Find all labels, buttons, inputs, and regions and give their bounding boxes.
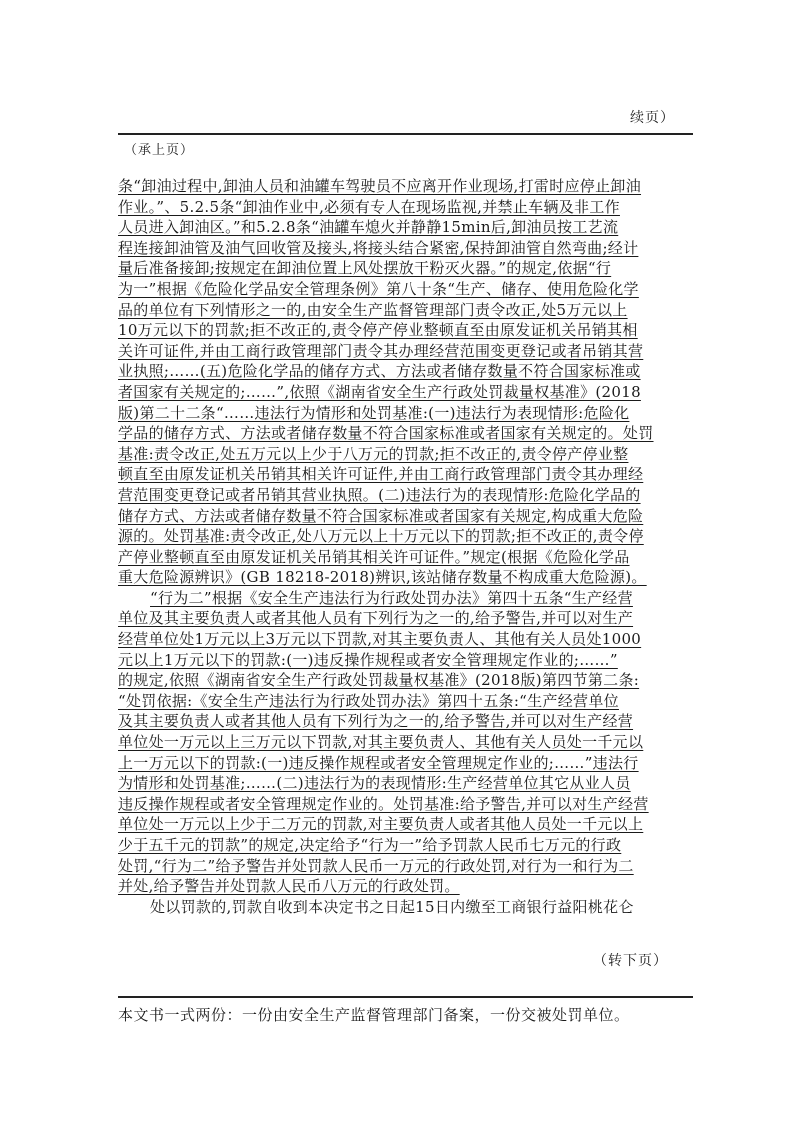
body-line: 学品的储存方式、方法或者储存数量不符合国家标准或者国家有关规定的。处罚 — [118, 424, 654, 443]
body-line: 源的。处罚基准:责令改正,处八万元以上十万元以下的罚款;拒不改正的,责令停 — [118, 527, 644, 546]
body-line: 元以上1万元以下的罚款:(一)违反操作规程或者安全管理规定作业的;……” — [118, 650, 618, 669]
body-line: 业执照;……(五)危险化学品的储存方式、方法或者储存数量不符合国家标准或 — [118, 362, 641, 381]
body-line: 作业。”、5.2.5条“卸油作业中,必须有专人在现场监视,并禁止车辆及非工作 — [118, 197, 620, 216]
body-line: 为情形和处罚基准;……(二)违法行为的表现情形:生产经营单位其它从业人员 — [118, 774, 631, 793]
body-line: “处罚依据:《安全生产违法行为行政处罚办法》第四十五条:“生产经营单位 — [118, 691, 619, 710]
body-line: 及其主要负责人或者其他人员有下列行为之一的,给予警告,并可以对生产经营 — [118, 712, 634, 731]
body-line: 关许可证件,并由工商行政管理部门责令其办理经营范围变更登记或者吊销其营 — [118, 341, 644, 360]
body-line: 品的单位有下列情形之一的,由安全生产监督管理部门责令改正,处5万元以上 — [118, 300, 628, 319]
top-divider — [118, 133, 693, 135]
body-line: 者国家有关规定的;……”,依照《湖南省安全生产行政处罚裁量权基准》(2018 — [118, 382, 641, 401]
body-line: 营范围变更登记或者吊销其营业执照。(二)违法行为的表现情形:危险化学品的 — [118, 485, 641, 504]
body-line: 并处,给予警告并处罚款人民币八万元的行政处罚。 — [118, 877, 460, 896]
body-line: 人员进入卸油区。”和5.2.8条“油罐车熄火并静静15min后,卸油员按工艺流 — [118, 218, 619, 237]
body-line: 量后准备接卸;按规定在卸油位置上风处摆放干粉灭火器。”的规定,依据“行 — [118, 259, 612, 278]
body-line: 处罚,“行为二”给予警告并处罚款人民币一万元的行政处罚,对行为一和行为二 — [118, 856, 634, 875]
body-line: 储存方式、方法或者储存数量不符合国家标准或者国家有关规定,构成重大危险 — [118, 506, 644, 525]
body-line: 经营单位处1万元以上3万元以下罚款,对其主要负责人、其他有关人员处1000 — [118, 630, 642, 649]
body-line: 重大危险源辨识》(GB 18218-2018)辨识,该站储存数量不构成重大危险源)。 — [118, 568, 647, 587]
body-line: 顿直至由原发证机关吊销其相关许可证件,并由工商行政管理部门责令其办理经 — [118, 465, 644, 484]
body-line: 10万元以下的罚款;拒不改正的,责令停产停业整顿直至由原发证机关吊销其相 — [118, 321, 638, 340]
decision-body-text — [118, 176, 693, 917]
body-line: 版)第二十二条“……违法行为情形和处罚基准:(一)违法行为表现情形:危险化 — [118, 403, 630, 422]
body-line: 程连接卸油管及油气回收管及接头,将接头结合紧密,保持卸油管自然弯曲;经计 — [118, 238, 639, 257]
body-line: 单位处一万元以上少于二万元的罚款,对主要负责人或者其他人员处一千元以上 — [118, 815, 644, 834]
body-line: 违反操作规程或者安全管理规定作业的。处罚基准:给予警告,并可以对生产经营 — [118, 794, 649, 813]
body-line: 处以罚款的,罚款自收到本决定书之日起15日内缴至工商银行益阳桃花仑 — [150, 897, 634, 916]
body-line: 上一万元以下的罚款:(一)违反操作规程或者安全管理规定作业的;……”违法行 — [118, 753, 639, 772]
body-line: 产停业整顿直至由原发证机关吊销其相关许可证件。”规定(根据《危险化学品 — [118, 547, 630, 566]
continued-from-previous-page: （承上页） — [124, 143, 195, 158]
body-line: 条“卸油过程中,卸油人员和油罐车驾驶员不应离开作业现场,打雷时应停止卸油 — [118, 177, 642, 195]
body-line: 基准:责令改正,处五万元以上少于八万元的罚款;拒不改正的,责令停产停业整 — [118, 444, 629, 463]
bottom-divider — [118, 996, 693, 998]
body-line: “行为二”根据《安全生产违法行为行政处罚办法》第四十五条“生产经营 — [150, 588, 633, 607]
body-line: 的规定,依照《湖南省安全生产行政处罚裁量权基准》(2018版)第四节第二条: — [118, 671, 640, 690]
body-line: 少于五千元的罚款”的规定,决定给予“行为一”给予罚款人民币七万元的行政 — [118, 836, 622, 854]
body-line: 单位及其主要负责人或者其他人员有下列行为之一的,给予警告,并可以对生产 — [118, 609, 634, 628]
copies-note: 本文书一式两份：一份由安全生产监督管理部门备案，一份交被处罚单位。 — [118, 1006, 630, 1024]
body-line: 为一”根据《危险化学品安全管理条例》第八十条“生产、储存、使用危险化学 — [118, 279, 639, 298]
continued-to-next-page: （转下页） — [593, 953, 668, 969]
continued-header: 续页） — [630, 110, 675, 126]
body-line: 单位处一万元以上三万元以下罚款,对其主要负责人、其他有关人员处一千元以 — [118, 733, 644, 752]
